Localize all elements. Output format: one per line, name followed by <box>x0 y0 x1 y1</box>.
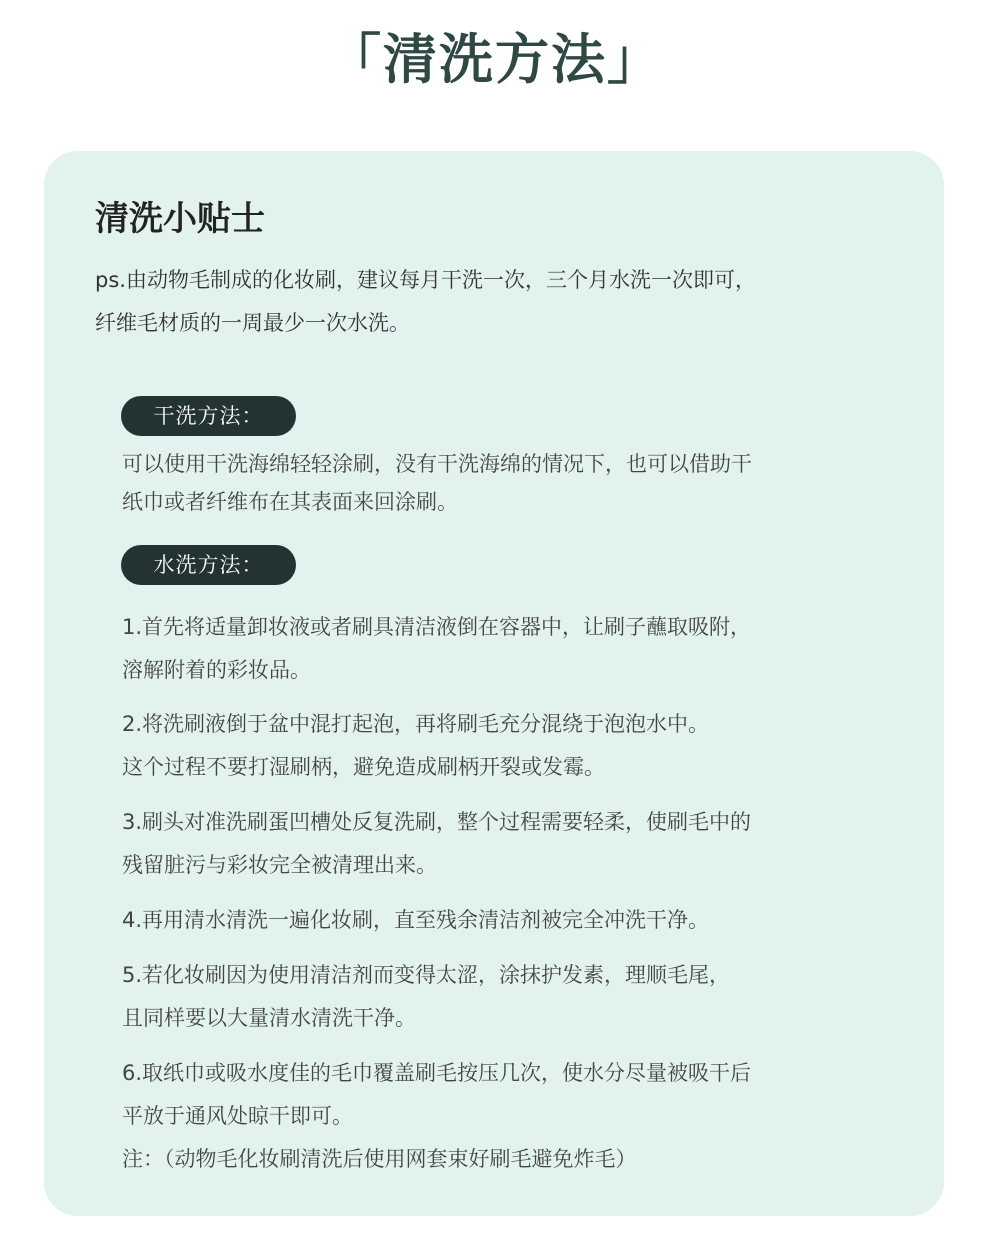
wet-step-2 <box>122 703 882 789</box>
wet-step-line: 4.再用清水清洗一遍化妆刷，直至残余清洁剂被完全冲洗干净。 <box>122 908 710 932</box>
dry-method-line: 可以使用干洗海绵轻轻涂刷，没有干洗海绵的情况下，也可以借助干 <box>122 452 752 476</box>
wet-step-line: 5.若化妆刷因为使用清洁剂而变得太涩，涂抹护发素，理顺毛尾， <box>122 963 731 987</box>
wet-step-line: 3.刷头对准洗刷蛋凹槽处反复洗刷，整个过程需要轻柔，使刷毛中的 <box>122 810 752 834</box>
wet-step-4 <box>122 899 882 942</box>
card-title: 清洗小贴士 <box>95 199 265 239</box>
wet-step-3 <box>122 801 882 887</box>
wet-step-line: 6.取纸巾或吸水度佳的毛巾覆盖刷毛按压几次，使水分尽量被吸干后 <box>122 1061 752 1085</box>
wet-step-line: 2.将洗刷液倒于盆中混打起泡，再将刷毛充分混绕于泡泡水中。 <box>122 712 710 736</box>
wet-step-line: 平放于通风处晾干即可。 <box>122 1104 353 1128</box>
wet-step-line: 1.首先将适量卸妆液或者刷具清洁液倒在容器中，让刷子蘸取吸附， <box>122 615 752 639</box>
intro-line: ps.由动物毛制成的化妆刷，建议每月干洗一次，三个月水洗一次即可， <box>95 268 756 292</box>
dry-method-label: 干洗方法： <box>121 396 296 436</box>
wet-step-5 <box>122 954 882 1040</box>
wet-step-note: 注：（动物毛化妆刷清洗后使用网套束好刷毛避免炸毛） <box>122 1147 637 1171</box>
wet-step-line: 且同样要以大量清水清洗干净。 <box>122 1006 416 1030</box>
wet-step-line: 溶解附着的彩妆品。 <box>122 658 311 682</box>
wet-step-line: 残留脏污与彩妆完全被清理出来。 <box>122 853 437 877</box>
intro-text <box>95 259 875 345</box>
tips-card <box>44 151 944 1216</box>
dry-method-line: 纸巾或者纤维布在其表面来回涂刷。 <box>122 490 458 514</box>
dry-method-text <box>122 445 882 521</box>
wet-step-1 <box>122 606 882 692</box>
wet-step-6 <box>122 1052 882 1181</box>
wet-step-line: 这个过程不要打湿刷柄，避免造成刷柄开裂或发霉。 <box>122 755 605 779</box>
page-title: 「清洗方法」 <box>327 28 663 91</box>
wet-method-label: 水洗方法： <box>121 545 296 585</box>
intro-line: 纤维毛材质的一周最少一次水洗。 <box>95 311 410 335</box>
